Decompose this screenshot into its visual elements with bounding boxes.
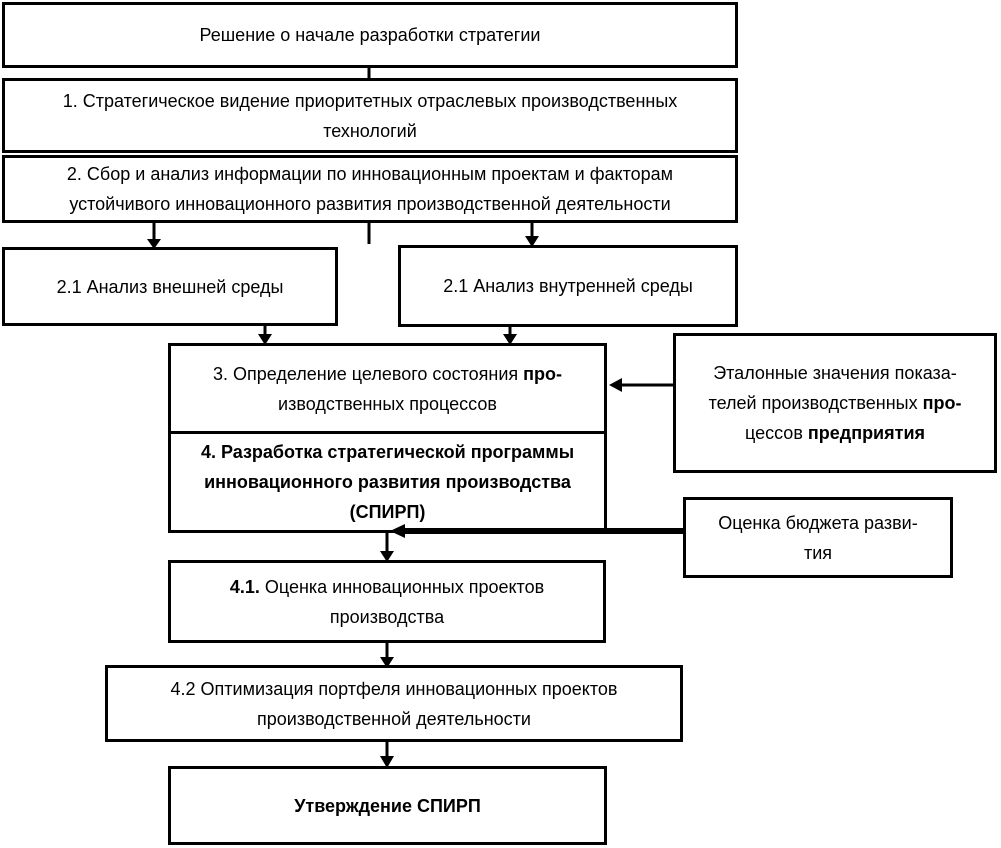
box-text-line: 4.2 Оптимизация портфеля инновационных проектов <box>170 678 618 699</box>
box-step-4 <box>171 434 604 530</box>
box-decision <box>2 2 738 68</box>
box-step-3 <box>171 346 604 434</box>
box-text-line: 2.1 Анализ внутренней среды <box>443 276 693 296</box>
box-step-4-1 <box>168 560 606 643</box>
box-text-line: 2. Сбор и анализ информации по инновационным проектам и факторам <box>66 164 674 184</box>
box-text-line: (СПИРП) <box>349 502 426 522</box>
arrow-reference-to-step3 <box>609 378 673 392</box>
box-text-line: устойчивого инновационного развития производственной деятельности <box>69 194 671 214</box>
box-text-line <box>709 388 962 418</box>
box-step-3-4 <box>168 343 607 533</box>
box-text-segment: цессов <box>744 423 808 443</box>
box-text-line: производства <box>329 606 445 627</box>
box-text-segment: телей производственных <box>708 393 923 413</box>
arrow-step2-to-internal <box>525 222 539 247</box>
box-approval <box>168 766 607 845</box>
box-text-line <box>230 572 544 602</box>
arrow-external-to-step3 <box>258 325 272 345</box>
box-text-segment-bold: 4.1. <box>229 576 260 597</box>
box-text-line: Утверждение СПИРП <box>294 795 481 816</box>
box-step-4-2 <box>105 665 683 742</box>
box-text-line: тия <box>803 542 833 563</box>
box-text-line: 4. Разработка стратегической программы <box>200 442 575 462</box>
box-step-2-1-external <box>2 247 338 326</box>
box-text-line: 1. Стратегическое видение приоритетных отраслевых производственных <box>62 90 678 111</box>
box-text-line: Оценка бюджета разви- <box>718 512 918 533</box>
box-text-segment: Оценка инновационных проектов <box>259 576 545 597</box>
box-reference-values <box>673 333 997 473</box>
box-text-line: технологий <box>323 120 417 141</box>
box-text-line: 2.1 Анализ внешней среды <box>56 276 284 297</box>
box-text-line: Решение о начале разработки стратегии <box>199 25 541 45</box>
box-text-line: инновационного развития производства <box>204 472 571 492</box>
box-text-segment: 3. Определение целевого состояния <box>212 363 524 384</box>
box-text-line <box>213 359 562 389</box>
box-text-line: производственной деятельности <box>257 708 531 729</box>
arrow-step4-to-step41 <box>380 533 394 562</box>
box-step-1 <box>2 78 738 153</box>
arrow-step42-to-approval <box>380 742 394 768</box>
box-text-line <box>745 418 925 448</box>
box-text-segment-bold: про- <box>922 393 962 413</box>
arrow-step2-to-external <box>147 222 161 249</box>
box-text-segment-bold: предприятия <box>807 423 926 443</box>
box-budget-estimate <box>683 497 953 578</box>
box-text-line: изводственных процессов <box>278 393 497 414</box>
box-text-line: Эталонные значения показа- <box>713 363 957 383</box>
box-step-2-1-internal <box>398 245 738 327</box>
box-step-2 <box>2 155 738 223</box>
box-text-segment-bold: про- <box>523 363 563 384</box>
